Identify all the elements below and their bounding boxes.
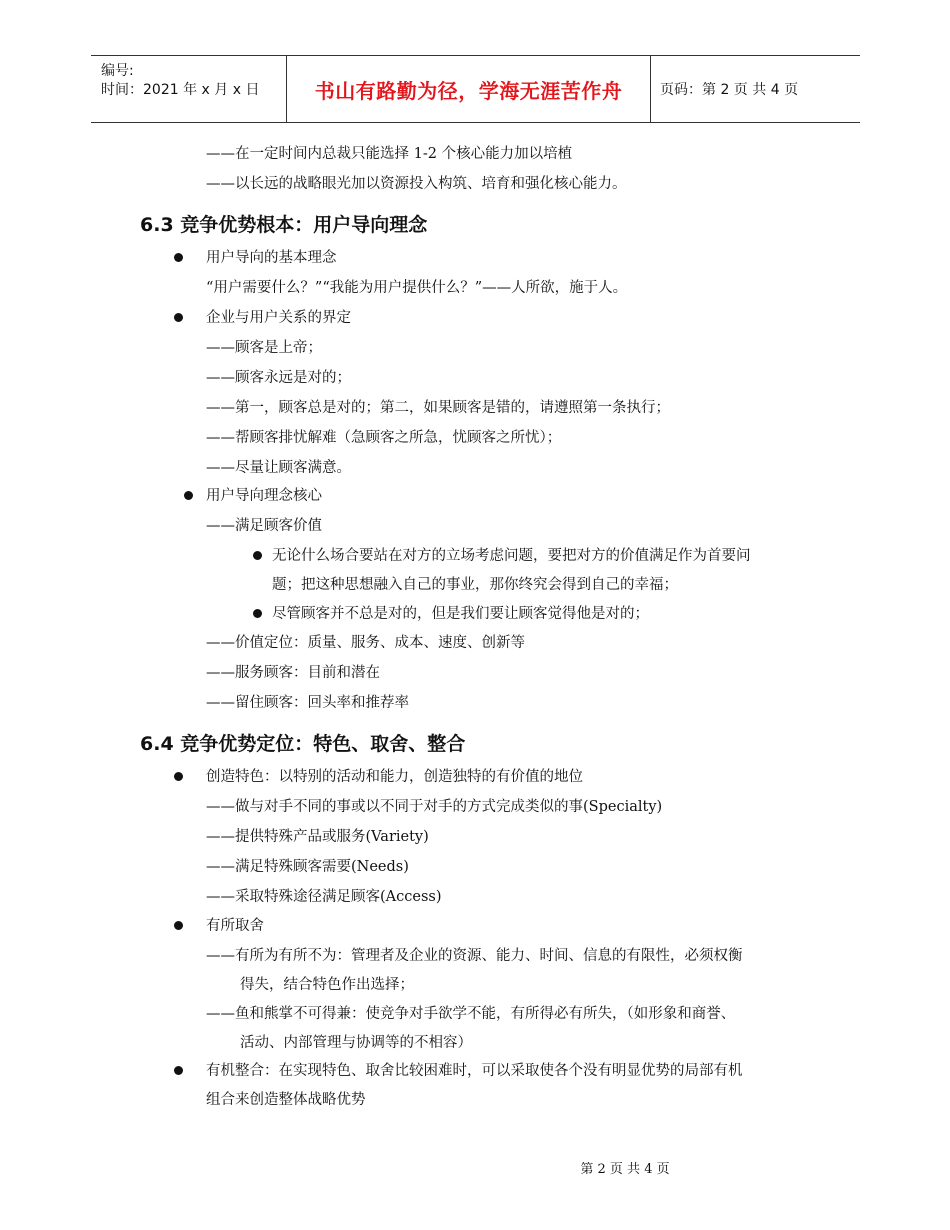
bullet-integration-b: 组合来创造整体战略优势 [206,1092,366,1108]
user-orientation-text: “用户需要什么？”“我能为用户提供什么？”——人所欲，施于人。 [206,280,628,296]
core-sub-1a: 无论什么场合要站在对方的立场考虑问题，要把对方的价值满足作为首要问 [272,548,751,564]
specialty-line-2: ——提供特殊产品或服务(Variety) [206,829,429,845]
core-line-3: ——服务顾客：目前和潜在 [206,665,380,681]
relationship-line-1: ——顾客是上帝； [206,340,322,356]
bullet-icon [174,921,183,930]
core-sub-2: 尽管顾客并不总是对的，但是我们要让顾客觉得他是对的； [272,606,649,622]
bullet-core: 用户导向理念核心 [206,488,322,504]
header-page-code: 页码：第 2 页 共 4 页 [660,82,799,98]
bullet-icon [174,313,183,322]
relationship-line-2: ——顾客永远是对的； [206,370,351,386]
header-page-code-cell [650,56,860,122]
header-motto-cell [286,56,651,122]
footer-page-number: 第 2 页 共 4 页 [580,1162,670,1177]
page-footer [0,1158,950,1177]
bullet-tradeoff: 有所取舍 [206,918,264,934]
number-label: 编号: [101,63,134,79]
bullet-icon [174,253,183,262]
header-meta [91,56,286,122]
section-heading-6-4: 6.4 竞争优势定位：特色、取舍、整合 [140,733,466,755]
specialty-line-4: ——采取特殊途径满足顾客(Access) [206,889,442,905]
bullet-relationship: 企业与用户关系的界定 [206,310,351,326]
sub-bullet-icon [253,551,262,560]
header-motto: 书山有路勤为径，学海无涯苦作舟 [314,78,623,103]
relationship-line-5: ——尽量让顾客满意。 [206,460,351,476]
relationship-line-3: ——第一，顾客总是对的；第二，如果顾客是错的，请遵照第一条执行； [206,400,670,416]
specialty-line-1: ——做与对手不同的事或以不同于对手的方式完成类似的事(Specialty) [206,799,663,815]
section-heading-6-3: 6.3 竞争优势根本：用户导向理念 [140,214,428,236]
bullet-integration-a: 有机整合：在实现特色、取舍比较困难时，可以采取使各个没有明显优势的局部有机 [206,1063,743,1079]
tradeoff-line-2b: 活动、内部管理与协调等的不相容） [240,1035,472,1051]
tradeoff-line-1a: ——有所为有所不为：管理者及企业的资源、能力、时间、信息的有限性，必须权衡 [206,948,743,964]
sub-bullet-icon [253,609,262,618]
tradeoff-line-1b: 得失，结合特色作出选择； [240,977,414,993]
intro-line-2: ——以长远的战略眼光加以资源投入构筑、培育和强化核心能力。 [206,176,627,192]
bullet-icon [174,1066,183,1075]
bullet-specialty: 创造特色：以特别的活动和能力，创造独特的有价值的地位 [206,769,583,785]
intro-line-1: ——在一定时间内总裁只能选择 1-2 个核心能力加以培植 [206,146,573,162]
core-line-4: ——留住顾客：回头率和推荐率 [206,695,409,711]
bullet-user-orientation: 用户导向的基本理念 [206,250,337,266]
relationship-line-4: ——帮顾客排忧解难（急顾客之所急，忧顾客之所忧）； [206,430,562,446]
core-line-2: ——价值定位：质量、服务、成本、速度、创新等 [206,635,525,651]
time-label: 时间：2021 年 x 月 x 日 [101,82,260,98]
bullet-icon [174,772,183,781]
specialty-line-3: ——满足特殊顾客需要(Needs) [206,859,409,875]
core-line-1: ——满足顾客价值 [206,518,322,534]
bullet-icon [184,491,193,500]
tradeoff-line-2a: ——鱼和熊掌不可得兼：使竞争对手欲学不能，有所得必有所失，（如形象和商誉、 [206,1006,736,1022]
page-header [91,55,860,123]
core-sub-1b: 题；把这种思想融入自己的事业，那你终究会得到自己的幸福； [272,577,678,593]
